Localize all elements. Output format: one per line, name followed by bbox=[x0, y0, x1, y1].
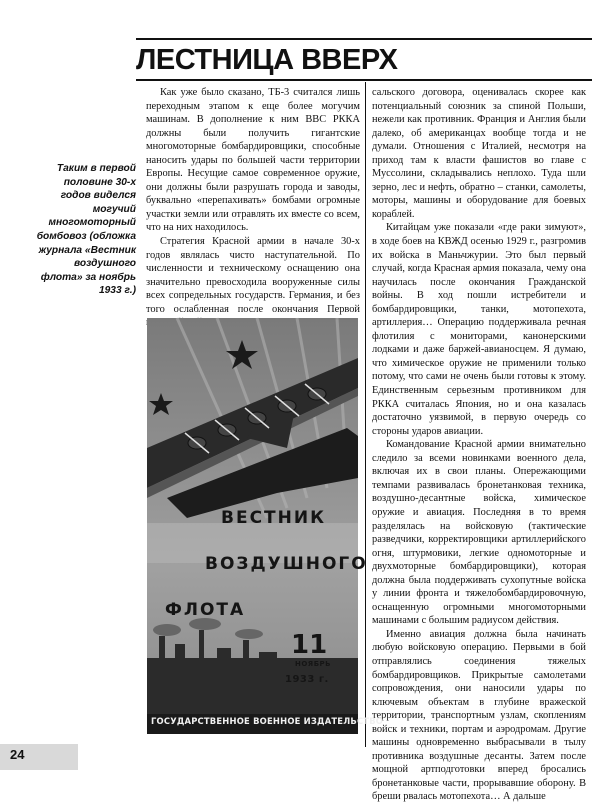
paragraph: Как уже было сказано, ТБ-3 считался лишь переходным этапом к еще более могучим машинам. В дополнение к ним ВВС РККА должны были получить гигантские многомоторные бомбардировщики, способные наносить удары по большей части территории Европы. Несущие самое современное оружие, они должны были разрушать города и заводы, буквально «перепахивать» бомбами огромные участки земли или отравлять их вместе со всем, что на них находилось. bbox=[146, 87, 360, 234]
column-divider bbox=[365, 82, 366, 747]
cover-title-line-2: ВОЗДУШНОГО bbox=[205, 554, 368, 574]
cover-issue-number: 11 bbox=[291, 630, 328, 660]
cover-title-line-3: ФЛОТА bbox=[165, 600, 246, 620]
paragraph: сальского договора, оценивалась скорее как потенциальный союзник за спиной Польши, нежели как противник. Франция и Англия были далеко, об американцах вообще тогда и не думали. Отношения с Италией, несмотря на приход там к власти фашистов во главе с Муссолини, складывались неплохо. Туда шли зерно, лес и нефть, обратно – станки, самолеты, моторы, машины и оборудование для боевых кораблей. bbox=[372, 87, 586, 220]
text-column-right bbox=[372, 86, 586, 804]
text-column-middle bbox=[146, 86, 360, 330]
paragraph: Китайцам уже показали «где раки зимуют», в ходе боев на КВЖД осенью 1929 г., разгромив их войска в Маньчжурии. Это был первый случай, когда Красная армия показала, чему она научилась после окончания Гражданской войны. В ход пошли истребители и бомбардировщики, танки, мотопехота, артиллерия… Операцию поддерживала речная флотилия с мониторами, канонерскими лодками и даже баржей-авианосцем. Я думаю, что химическое оружие не применили только потому, что сами не очень были готовы к этому. Единственным серьезным противником для РККА считалась Япония, но и она казалась достаточно уязвимой, в первую очередь со стороны ударов авиации. bbox=[372, 222, 586, 437]
page-number: 24 bbox=[10, 747, 25, 762]
figure-caption: Таким в первой половине 30-х годов виделся могучий многомоторный бомбовоз (обложка журнала «Вестник воздушного флота» за ноябрь 1933 г.) bbox=[36, 163, 136, 297]
cover-publisher: ГОСУДАРСТВЕННОЕ ВОЕННОЕ ИЗДАТЕЛЬСТВО bbox=[151, 716, 384, 726]
paragraph: Командование Красной армии внимательно следило за всеми новинками военного дела, включая их в свои планы. Опережающими темпами развивалась бронетанковая техника, воздушно-десантные войска, химическое оружие и авиация. Последняя в то время разделялась на войсковую (тактические разведчики, корректировщики артиллерийского огня, штурмовики, легкие одномоторные и двухмоторные бомбардировщики), которая должна была поддерживать сухопутные войска у линии фронта и тяжелобомбардировочную, оснащенную огромными многомоторными машинами с большим радиусом действия. bbox=[372, 439, 586, 627]
cover-month: НОЯБРЬ bbox=[295, 660, 332, 668]
paragraph: Именно авиация должна была начинать любую войсковую операцию. Первыми в бой отправлялись соединения тяжелых бомбардировщиков. Прикрытые самолетами сопровождения, они наносили удары по ключевым объектам в глубине вражеской территории, транспортным узлам, скоплениям войск и техники, портам и аэродромам. Другие машины одновременно выбрасывали в тылу противника воздушные десанты. Затем после мощной артподготовки вперед бросались бронетанковые части, прорывавшие оборону. В бреши рвалась мотопехота… А дальше bbox=[372, 628, 586, 803]
paragraph: Стратегия Красной армии в начале 30-х годов являлась чисто наступательной. По численности и техническому оснащению она значительно превосходила вооруженные силы всех сопредельных государств. Германия, и без того ослабленная после окончания Первой bbox=[146, 236, 360, 315]
cover-title-line-1: ВЕСТНИК bbox=[221, 508, 326, 528]
page-heading: ЛЕСТНИЦА ВВЕРХ bbox=[136, 44, 398, 76]
cover-year: 1933 г. bbox=[285, 674, 329, 685]
magazine-cover-image bbox=[147, 318, 384, 734]
heading-rule-bottom bbox=[136, 79, 592, 81]
